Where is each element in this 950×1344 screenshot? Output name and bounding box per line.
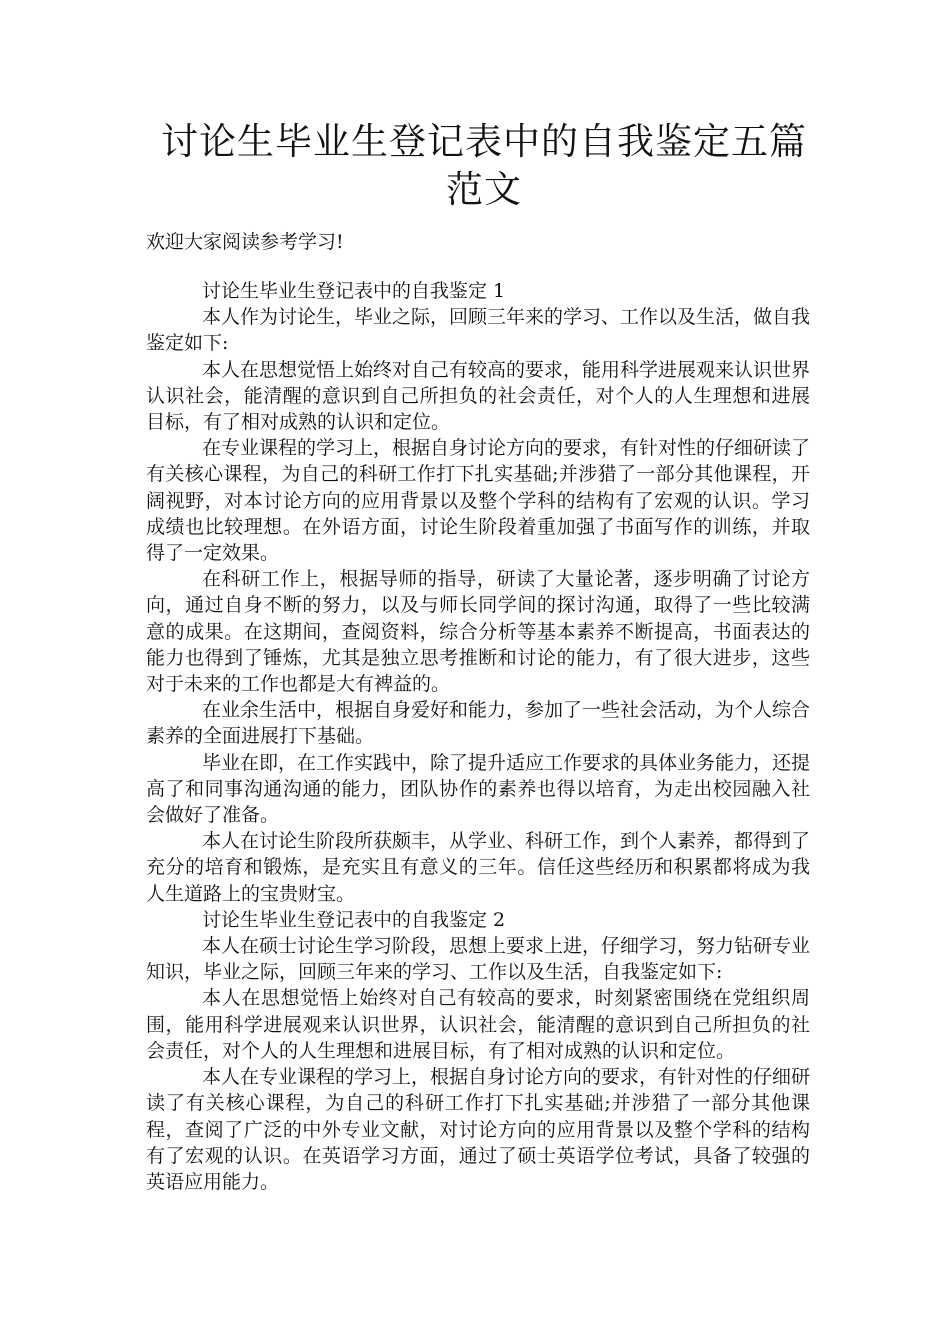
paragraph: 在科研工作上，根据导师的指导，研读了大量论著，逐步明确了讨论方向，通过自身不断的努力，以及与师长同学间的探讨沟通，取得了一些比较满意的成果。在这期间，查阅资料，综合分析等基本素养不断提高，书面表达的能力也得到了锤炼，尤其是独立思考推断和讨论的能力，有了很大进步，这些对于未来的工作也都是大有裨益的。 <box>146 568 810 696</box>
paragraph: 本人在硕士讨论生学习阶段，思想上要求上进，仔细学习，努力钻研专业知识，毕业之际，回顾三年来的学习、工作以及生活，自我鉴定如下: <box>146 935 811 984</box>
document-title: 讨论生毕业生登记表中的自我鉴定五篇范文 <box>161 120 807 211</box>
document-body <box>146 278 810 1195</box>
blank-line <box>146 254 810 278</box>
greeting-text: 欢迎大家阅读参考学习! <box>146 231 344 253</box>
paragraph: 本人在专业课程的学习上，根据自身讨论方向的要求，有针对性的仔细研读了有关核心课程，为自己的科研工作打下扎实基础;并涉猎了一部分其他课程，查阅了广泛的中外专业文献，对讨论方向的应用背景以及整个学科的结构有了宏观的认识。在英语学习方面，通过了硕士英语学位考试，具备了较强的英语应用能力。 <box>146 1066 811 1193</box>
section-heading: 讨论生毕业生登记表中的自我鉴定 2 <box>202 908 506 931</box>
paragraph: 在专业课程的学习上，根据自身讨论方向的要求，有针对性的仔细研读了有关核心课程，为自己的科研工作打下扎实基础;并涉猎了一部分其他课程，开阔视野，对本讨论方向的应用背景以及整个学科的结构有了宏观的认识。学习成绩也比较理想。在外语方面，讨论生阶段着重加强了书面写作的训练，并取得了一定效果。 <box>146 437 811 565</box>
paragraph: 本人在思想觉悟上始终对自己有较高的要求，能用科学进展观来认识世界认识社会，能清醒的意识到自己所担负的社会责任，对个人的人生理想和进展目标，有了相对成熟的认识和定位。 <box>146 358 811 434</box>
paragraph: 在业余生活中，根据自身爱好和能力，参加了一些社会活动，为个人综合素养的全面进展打下基础。 <box>146 699 811 748</box>
paragraph: 毕业在即，在工作实践中，除了提升适应工作要求的具体业务能力，还提高了和同事沟通沟通的能力，团队协作的素养也得以培育，为走出校园融入社会做好了准备。 <box>146 751 811 827</box>
section-heading: 讨论生毕业生登记表中的自我鉴定 1 <box>202 280 506 302</box>
paragraph: 本人在思想觉悟上始终对自己有较高的要求，时刻紧密围绕在党组织周围，能用科学进展观来认识世界，认识社会，能清醒的意识到自己所担负的社会责任，对个人的人生理想和进展目标，有了相对成熟的认识和定位。 <box>146 987 810 1062</box>
document-page <box>146 118 810 1195</box>
paragraph: 本人作为讨论生，毕业之际，回顾三年来的学习、工作以及生活，做自我鉴定如下: <box>146 306 811 355</box>
paragraph: 本人在讨论生阶段所获颇丰，从学业、科研工作，到个人素养，都得到了充分的培育和锻炼，是充实且有意义的三年。信任这些经历和积累都将成为我人生道路上的宝贵财宝。 <box>146 830 811 905</box>
